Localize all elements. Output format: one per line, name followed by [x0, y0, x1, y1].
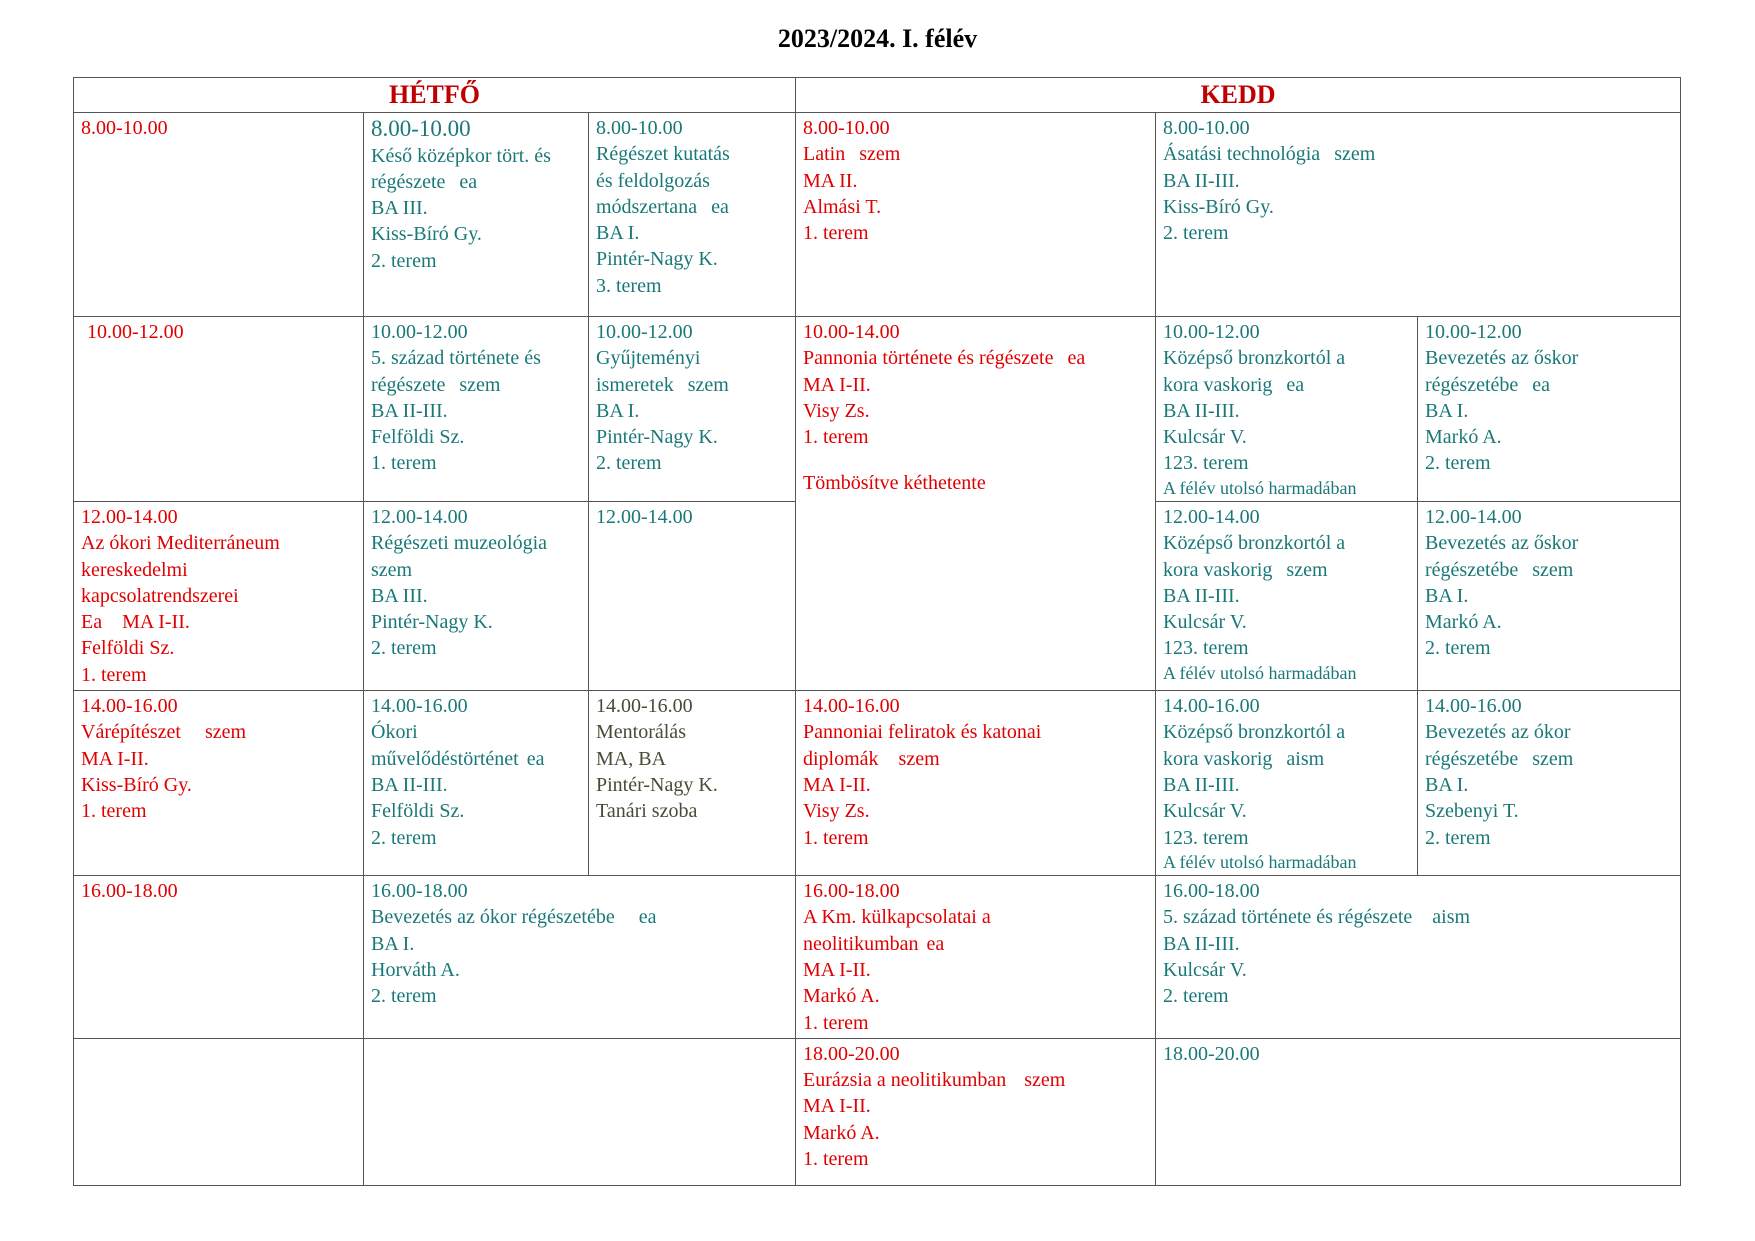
course-room: 123. terem — [1163, 452, 1249, 475]
course-level: BA I. — [1425, 399, 1469, 422]
slot-tuesday-1800-a — [796, 1038, 1156, 1185]
day-header-monday: HÉTFŐ — [74, 78, 796, 113]
slot-time: 10.00-12.00 — [1425, 321, 1522, 343]
slot-tuesday-0800-a — [796, 113, 1156, 317]
course-level: BA II-III. — [1163, 773, 1240, 796]
slot-time: 8.00-10.00 — [371, 116, 471, 141]
course-title: Az ókori Mediterráneum — [81, 532, 280, 555]
slot-monday-0800-c — [589, 113, 796, 317]
course-teacher: Markó A. — [1425, 426, 1502, 449]
course-teacher: Kiss-Bíró Gy. — [371, 223, 482, 246]
course-title: diplomák szem — [803, 747, 940, 770]
course-title: kereskedelmi — [81, 558, 188, 581]
course-room: 2. terem — [1425, 637, 1491, 660]
course-title: kapcsolatrendszerei — [81, 584, 239, 607]
course-room: 1. terem — [803, 222, 869, 245]
slot-tuesday-1600-a — [796, 876, 1156, 1039]
course-teacher: Felföldi Sz. — [371, 426, 465, 449]
page-title: 2023/2024. I. félév — [777, 24, 978, 53]
slot-tuesday-1000-b — [1156, 317, 1418, 502]
course-level: BA I. — [371, 932, 415, 955]
course-level: MA I-II. — [803, 773, 871, 796]
slot-time: 8.00-10.00 — [803, 117, 890, 139]
course-room: 2. terem — [1425, 826, 1491, 849]
course-note: A félév utolsó harmadában — [1163, 851, 1357, 872]
course-level: MA I-II. — [81, 747, 149, 770]
slot-time: 14.00-16.00 — [1163, 695, 1260, 718]
course-teacher: Kiss-Bíró Gy. — [1163, 195, 1274, 218]
slot-time: 8.00-10.00 — [81, 117, 168, 139]
course-title: Régészeti muzeológia — [371, 532, 548, 555]
slot-time: 14.00-16.00 — [596, 695, 693, 718]
course-teacher: Szebenyi T. — [1425, 800, 1519, 823]
slot-monday-1000-a — [74, 317, 364, 502]
course-title: Bevezetés az ókor — [1425, 721, 1571, 744]
slot-monday-1800-b — [364, 1038, 796, 1185]
course-title: A Km. külkapcsolatai a — [803, 906, 991, 929]
course-room: 2. terem — [596, 452, 662, 475]
slot-time: 18.00-20.00 — [1163, 1042, 1260, 1065]
slot-monday-1400-a — [74, 691, 364, 876]
course-title: kora vaskorig aism — [1163, 747, 1325, 770]
slot-monday-1400-c — [589, 691, 796, 876]
course-level: BA I. — [1425, 773, 1469, 796]
course-level: BA II-III. — [1163, 169, 1240, 192]
timetable — [73, 77, 1681, 1186]
course-title: Gyűjteményi — [596, 347, 701, 370]
course-level: MA I-II. — [803, 1095, 871, 1118]
slot-tuesday-1400-c — [1418, 691, 1681, 876]
course-title: Középső bronzkortól a — [1163, 721, 1346, 744]
course-title: régészetébe szem — [1425, 558, 1574, 581]
course-title: kora vaskorig szem — [1163, 558, 1328, 581]
slot-time: 8.00-10.00 — [1163, 117, 1250, 139]
course-teacher: Felföldi Sz. — [81, 637, 175, 660]
course-level: BA II-III. — [1163, 584, 1240, 607]
course-teacher: Horváth A. — [371, 958, 460, 981]
course-level: Ea MA I-II. — [81, 611, 190, 634]
slot-tuesday-1600-b — [1156, 876, 1681, 1039]
course-room: 2. terem — [1163, 222, 1229, 245]
slot-time: 10.00-12.00 — [371, 321, 468, 343]
course-level: MA I-II. — [803, 958, 871, 981]
course-room: 123. terem — [1163, 637, 1249, 660]
slot-tuesday-1200-b — [1156, 502, 1418, 691]
slot-time: 10.00-12.00 — [87, 321, 184, 343]
course-teacher: Almási T. — [803, 195, 882, 218]
course-title: Bevezetés az ókor régészetébe ea — [371, 906, 657, 929]
course-title: Eurázsia a neolitikumban szem — [803, 1069, 1066, 1092]
slot-time: 16.00-18.00 — [371, 880, 468, 903]
course-room: 123. terem — [1163, 826, 1249, 849]
course-title: Késő középkor tört. és — [371, 144, 551, 167]
course-title: Várépítészet szem — [81, 721, 247, 744]
slot-time: 16.00-18.00 — [1163, 880, 1260, 903]
course-title: Bevezetés az őskor — [1425, 532, 1579, 555]
course-title: 5. század története és régészete aism — [1163, 906, 1471, 929]
course-title: régészetébe szem — [1425, 747, 1574, 770]
course-room: 2. terem — [371, 826, 437, 849]
slot-time: 16.00-18.00 — [803, 880, 900, 903]
slot-time: 10.00-14.00 — [803, 321, 900, 343]
course-level: BA II-III. — [1163, 932, 1240, 955]
course-room: 3. terem — [596, 274, 662, 297]
course-teacher: Kulcsár V. — [1163, 426, 1247, 449]
slot-time: 12.00-14.00 — [1425, 506, 1522, 528]
course-room: 2. terem — [371, 985, 437, 1008]
slot-time: 12.00-14.00 — [81, 506, 178, 528]
course-level: BA I. — [596, 222, 640, 245]
course-title: Középső bronzkortól a — [1163, 347, 1346, 370]
course-teacher: Markó A. — [803, 1121, 880, 1144]
course-teacher: Pintér-Nagy K. — [371, 611, 493, 634]
course-title: 5. század története és — [371, 347, 541, 370]
course-room: Tanári szoba — [596, 800, 698, 823]
course-room: 1. terem — [803, 426, 869, 449]
course-title: és feldolgozás — [596, 169, 710, 192]
course-level: BA III. — [371, 584, 428, 607]
slot-time: 16.00-18.00 — [81, 880, 178, 903]
course-title: módszertana ea — [596, 195, 729, 218]
course-title: művelődéstörténet ea — [371, 747, 545, 770]
course-title: régészete ea — [371, 170, 478, 193]
course-title: Ókori — [371, 721, 418, 744]
course-teacher: Markó A. — [1425, 611, 1502, 634]
slot-monday-1200-c — [589, 502, 796, 691]
slot-tuesday-1400-b — [1156, 691, 1418, 876]
course-room: 1. terem — [371, 452, 437, 475]
slot-monday-1000-c — [589, 317, 796, 502]
course-level: BA I. — [596, 399, 640, 422]
course-teacher: Kulcsár V. — [1163, 800, 1247, 823]
course-level: MA II. — [803, 169, 858, 192]
course-room: 2. terem — [1163, 985, 1229, 1008]
course-teacher: Kulcsár V. — [1163, 611, 1247, 634]
course-title: régészete szem — [371, 373, 501, 396]
course-teacher: Visy Zs. — [803, 399, 870, 422]
course-level: BA II-III. — [1163, 399, 1240, 422]
slot-monday-1000-b — [364, 317, 589, 502]
slot-time: 14.00-16.00 — [81, 695, 178, 718]
slot-time: 18.00-20.00 — [803, 1042, 900, 1065]
course-level: BA II-III. — [371, 399, 448, 422]
slot-time: 12.00-14.00 — [596, 506, 693, 528]
course-room: 2. terem — [1425, 452, 1491, 475]
course-note: A félév utolsó harmadában — [1163, 477, 1357, 498]
slot-tuesday-1000-c — [1418, 317, 1681, 502]
slot-time: 14.00-16.00 — [1425, 695, 1522, 718]
slot-time: 14.00-16.00 — [371, 695, 468, 718]
slot-time: 12.00-14.00 — [1163, 506, 1260, 528]
slot-time: 10.00-12.00 — [596, 321, 693, 343]
course-room: 1. terem — [81, 800, 147, 823]
course-teacher: Pintér-Nagy K. — [596, 426, 718, 449]
slot-tuesday-1000-a — [796, 317, 1156, 691]
slot-time: 14.00-16.00 — [803, 695, 900, 718]
course-title: Mentorálás — [596, 721, 686, 744]
course-title: Pannonia története és régészete ea — [803, 347, 1086, 370]
course-teacher: Pintér-Nagy K. — [596, 773, 718, 796]
course-title: Latin szem — [803, 143, 901, 166]
course-type: szem — [371, 558, 413, 581]
course-room: 1. terem — [803, 1148, 869, 1171]
slot-monday-1600-b — [364, 876, 796, 1039]
slot-monday-1200-b — [364, 502, 589, 691]
course-teacher: Felföldi Sz. — [371, 800, 465, 823]
course-title: kora vaskorig ea — [1163, 373, 1305, 396]
slot-monday-0800-a — [74, 113, 364, 317]
slot-tuesday-1800-b — [1156, 1038, 1681, 1185]
course-title: régészetébe ea — [1425, 373, 1551, 396]
course-title: neolitikumban ea — [803, 932, 945, 955]
course-title: Ásatási technológia szem — [1163, 143, 1376, 166]
course-room: 2. terem — [371, 637, 437, 660]
course-level: BA II-III. — [371, 773, 448, 796]
slot-monday-1600-a — [74, 876, 364, 1039]
course-title: ismeretek szem — [596, 373, 729, 396]
course-room: 1. terem — [81, 663, 147, 686]
course-teacher: Kulcsár V. — [1163, 958, 1247, 981]
slot-tuesday-0800-b — [1156, 113, 1681, 317]
slot-monday-1400-b — [364, 691, 589, 876]
course-room: 1. terem — [803, 826, 869, 849]
course-title: Régészet kutatás — [596, 143, 730, 166]
course-room: 1. terem — [803, 1011, 869, 1034]
slot-time: 8.00-10.00 — [596, 117, 683, 139]
course-level: BA III. — [371, 197, 428, 220]
course-teacher: Kiss-Bíró Gy. — [81, 773, 192, 796]
course-title: Bevezetés az őskor — [1425, 347, 1579, 370]
slot-monday-1800-a — [74, 1038, 364, 1185]
course-level: MA, BA — [596, 747, 667, 770]
course-room: 2. terem — [371, 249, 437, 272]
course-teacher: Pintér-Nagy K. — [596, 248, 718, 271]
slot-tuesday-1400-a — [796, 691, 1156, 876]
course-teacher: Markó A. — [803, 985, 880, 1008]
slot-monday-1200-a — [74, 502, 364, 691]
slot-time: 12.00-14.00 — [371, 506, 468, 528]
course-title: Pannoniai feliratok és katonai — [803, 721, 1042, 744]
course-title: Középső bronzkortól a — [1163, 532, 1346, 555]
slot-time: 10.00-12.00 — [1163, 321, 1260, 343]
course-note: A félév utolsó harmadában — [1163, 662, 1357, 683]
course-note: Tömbösítve kéthetente — [803, 472, 986, 495]
day-header-tuesday: KEDD — [796, 78, 1681, 113]
slot-monday-0800-b — [364, 113, 589, 317]
course-teacher: Visy Zs. — [803, 800, 870, 823]
course-level: MA I-II. — [803, 373, 871, 396]
course-level: BA I. — [1425, 584, 1469, 607]
slot-tuesday-1200-c — [1418, 502, 1681, 691]
